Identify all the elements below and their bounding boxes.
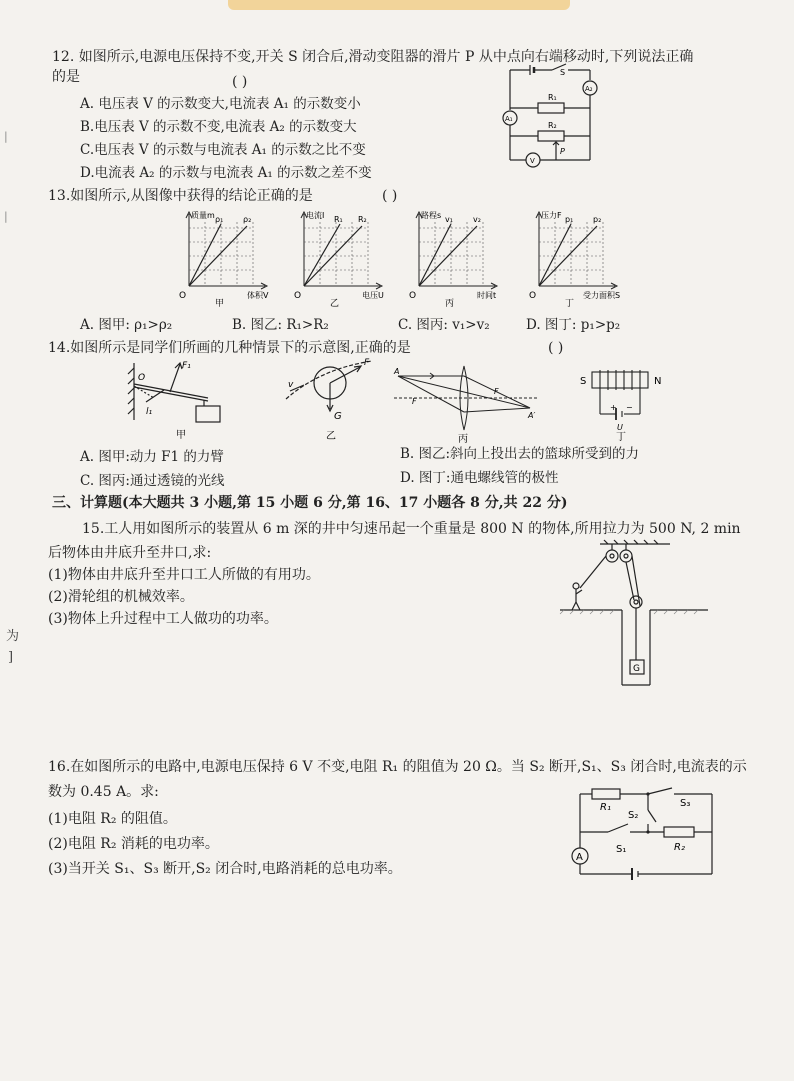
q14-yi-g: G [334, 411, 342, 422]
q14-option-c: C. 图丙:通过透镜的光线 [80, 473, 225, 489]
top-tape [228, 0, 570, 10]
q13-g2-xlabel: 电压U [362, 291, 384, 300]
q13-g4-xlabel: 受力面积S [583, 291, 621, 300]
q14-fig-bing-lens [390, 362, 540, 447]
q14-answer-paren: ( ) [548, 340, 564, 356]
q12-stem-line1: 12. 如图所示,电源电压保持不变,开关 S 闭合后,滑动变阻器的滑片 P 从中点向右端移动时,下列说法正确 [52, 49, 694, 65]
q12-r2-label: R₂ [548, 121, 557, 130]
q13-option-a: A. 图甲: ρ₁>ρ₂ [80, 317, 173, 333]
q13-graph-ding [525, 208, 635, 308]
q14-yi-v: v [288, 380, 294, 390]
q13-g3-caption: 丙 [445, 299, 455, 309]
q14-jia-o: O [138, 373, 146, 383]
q13-g3-line1: v₁ [445, 215, 453, 224]
q12-option-d: D.电流表 A₂ 的示数与电流表 A₁ 的示数之差不变 [80, 165, 372, 181]
q13-option-d: D. 图丁: p₁>p₂ [526, 317, 621, 333]
q15-pulley-well-diagram [560, 540, 710, 690]
q14-fig-yi-ball [280, 355, 380, 450]
q16-line1: 16.在如图所示的电路中,电源电压保持 6 V 不变,电阻 R₁ 的阻值为 20 Ω。当 S₂ 断开,S₁、S₃ 闭合时,电流表的示 [48, 759, 747, 775]
q13-g4-line2: p₂ [593, 215, 602, 224]
q14-yi-caption: 乙 [326, 431, 336, 442]
q14-bing-f-left: F [412, 397, 417, 406]
q12-answer-paren: ( ) [232, 74, 248, 90]
q12-stem-line2: 的是 [52, 69, 80, 85]
q12-p-label: P [560, 147, 565, 156]
q16-r2-label: R₂ [674, 842, 685, 853]
q16-part1: (1)电阻 R₂ 的阻值。 [48, 811, 177, 827]
q13-g3-xlabel: 时间t [477, 291, 497, 300]
q14-ding-u: U [617, 423, 623, 432]
q13-g2-line1: R₁ [334, 215, 343, 224]
q12-r1-label: R₁ [548, 93, 557, 102]
q13-stem: 13.如图所示,从图像中获得的结论正确的是 [48, 188, 313, 204]
q12-a2-label: A₂ [585, 85, 593, 93]
q13-g1-origin: O [179, 291, 187, 301]
q16-r1-label: R₁ [600, 802, 611, 813]
q12-option-a: A. 电压表 V 的示数变大,电流表 A₁ 的示数变小 [80, 96, 361, 112]
q14-ding-caption: 丁 [616, 432, 626, 443]
q13-answer-paren: ( ) [382, 188, 398, 204]
q14-ding-minus: − [626, 403, 633, 412]
q14-bing-f-right: F [494, 387, 499, 396]
q13-g1-ylabel: 质量m [191, 211, 215, 220]
q13-g4-origin: O [529, 291, 537, 301]
q14-jia-f1: F₁ [182, 361, 191, 371]
q12-switch-label: S [560, 68, 566, 77]
q13-graph-jia [175, 208, 285, 308]
q14-ding-s: S [580, 376, 587, 387]
q16-part2: (2)电阻 R₂ 消耗的电功率。 [48, 836, 219, 852]
q15-line1: 15.工人用如图所示的装置从 6 m 深的井中匀速吊起一个重量是 800 N 的物体,所用拉力为 500 N, 2 min [82, 521, 741, 537]
q13-g2-line2: R₂ [358, 215, 367, 224]
q14-ding-plus: + [610, 403, 617, 412]
q13-g4-ylabel: 压力F [541, 211, 562, 220]
q13-g4-line1: p₁ [565, 215, 574, 224]
q16-ammeter-label: A [576, 852, 583, 863]
q15-part3: (3)物体上升过程中工人做功的功率。 [48, 611, 278, 627]
q13-g1-xlabel: 体积V [247, 291, 269, 300]
margin-mark: ] [8, 650, 14, 665]
section3-heading: 三、计算题(本大题共 3 小题,第 15 小题 6 分,第 16、17 小题各 8 分,共 22 分) [52, 495, 568, 511]
q14-ding-n: N [654, 376, 662, 387]
q12-option-b: B.电压表 V 的示数不变,电流表 A₂ 的示数变大 [80, 119, 357, 135]
q14-jia-caption: 甲 [176, 430, 186, 441]
q15-line2: 后物体由井底升至井口,求: [48, 545, 212, 561]
q16-s1-label: S₁ [616, 844, 627, 855]
q16-circuit-diagram [568, 786, 718, 886]
q15-part2: (2)滑轮组的机械效率。 [48, 589, 194, 605]
q14-bing-a: A [394, 367, 400, 376]
q13-g1-caption: 甲 [215, 299, 225, 309]
q12-circuit-diagram [500, 60, 610, 175]
q14-stem: 14.如图所示是同学们所画的几种情景下的示意图,正确的是 [48, 340, 411, 356]
q16-s2-label: S₂ [628, 810, 639, 821]
q13-option-b: B. 图乙: R₁>R₂ [232, 317, 329, 333]
q16-part3: (3)当开关 S₁、S₃ 断开,S₂ 闭合时,电路消耗的总电功率。 [48, 861, 402, 877]
q13-g2-origin: O [294, 291, 302, 301]
q14-fig-jia-lever [120, 358, 240, 443]
q14-fig-ding-solenoid [578, 366, 668, 441]
q13-graph-yi [290, 208, 400, 308]
q15-weight-label: G [633, 664, 640, 674]
q14-jia-l1: l₁ [146, 407, 153, 417]
q14-option-d: D. 图丁:通电螺线管的极性 [400, 470, 559, 486]
q13-graph-bing [405, 208, 515, 308]
q13-g2-caption: 乙 [330, 299, 340, 309]
q12-option-c: C.电压表 V 的示数与电流表 A₁ 的示数之比不变 [80, 142, 366, 158]
q14-yi-f: F [364, 358, 370, 368]
q16-line2: 数为 0.45 A。求: [48, 784, 159, 800]
q14-bing-a-prime: A′ [528, 411, 536, 420]
q14-option-a: A. 图甲:动力 F1 的力臂 [80, 449, 224, 465]
q12-v-label: V [530, 157, 535, 165]
q14-bing-caption: 丙 [458, 434, 468, 445]
q16-s3-label: S₃ [680, 798, 691, 809]
margin-mark: 为 [6, 629, 20, 644]
q13-g1-line2: ρ₂ [243, 215, 252, 224]
q13-g3-origin: O [409, 291, 417, 301]
q13-option-c: C. 图丙: v₁>v₂ [398, 317, 490, 333]
q12-a1-label: A₁ [505, 115, 513, 123]
q13-g3-line2: v₂ [473, 215, 481, 224]
q13-g4-caption: 丁 [565, 299, 575, 309]
q15-part1: (1)物体由井底升至井口工人所做的有用功。 [48, 567, 320, 583]
margin-mark: | [4, 210, 8, 223]
q13-g3-ylabel: 路程s [421, 211, 442, 220]
q13-g2-ylabel: 电流I [306, 211, 325, 220]
q13-g1-line1: ρ₁ [215, 215, 224, 224]
q14-option-b: B. 图乙:斜向上投出去的篮球所受到的力 [400, 446, 640, 462]
margin-mark: | [4, 130, 8, 143]
